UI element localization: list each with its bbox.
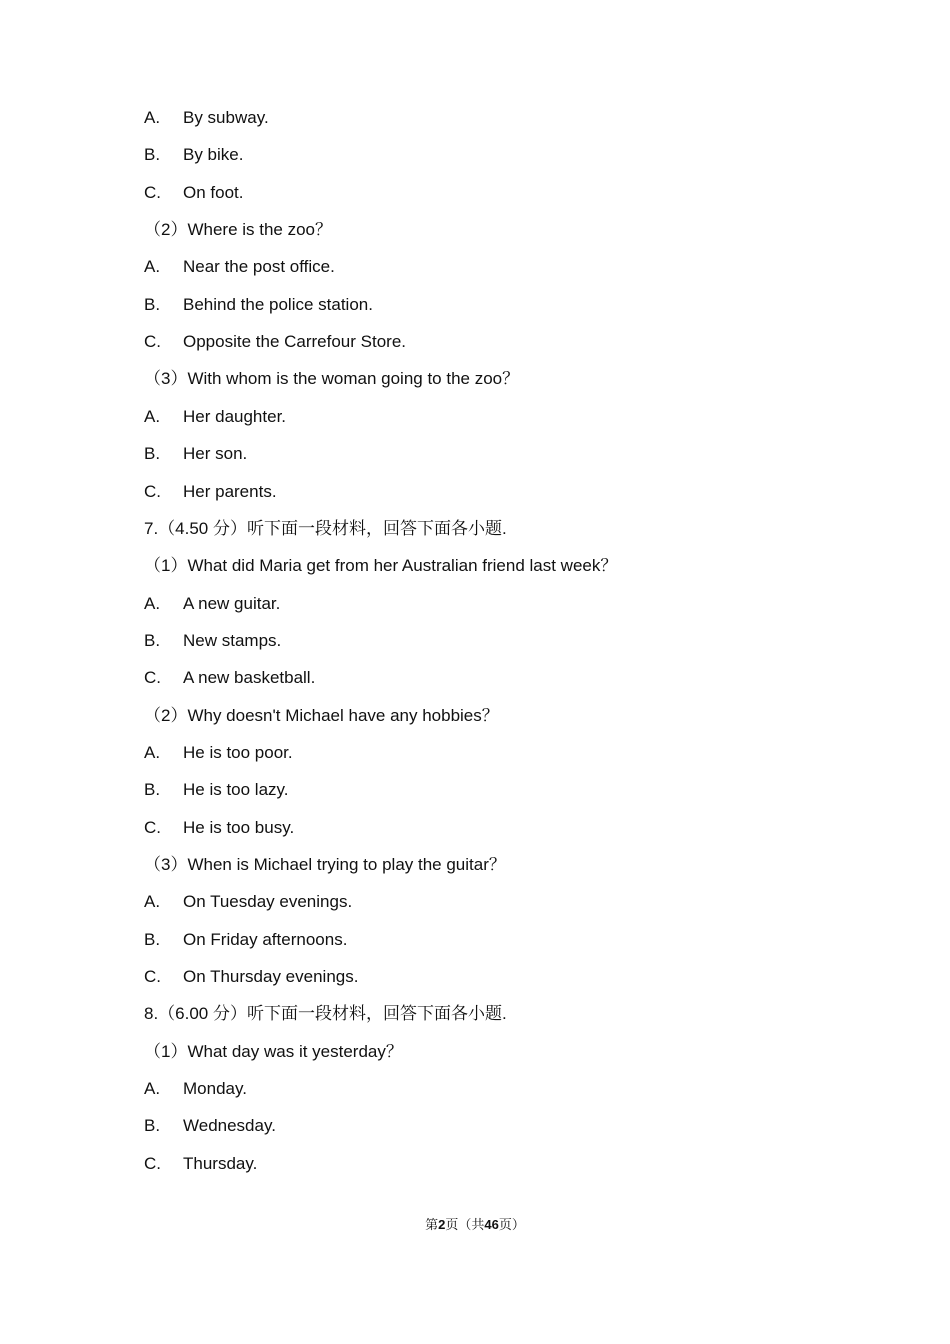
page-footer — [0, 1214, 950, 1233]
answer-option — [144, 255, 335, 279]
option-text: Opposite the Carrefour Store. — [183, 332, 407, 352]
option-text: Monday. — [183, 1079, 247, 1099]
answer-option — [144, 592, 280, 616]
answer-option — [144, 965, 358, 989]
answer-option — [144, 629, 281, 653]
answer-option — [144, 330, 406, 354]
option-text: On Tuesday evenings. — [183, 892, 353, 912]
option-letter: C. — [144, 332, 161, 352]
option-letter: B. — [144, 444, 161, 464]
option-text: He is too busy. — [183, 817, 295, 837]
option-text: On foot. — [183, 182, 244, 202]
footer-page-number: 2 — [438, 1217, 446, 1232]
answer-option — [144, 1114, 276, 1138]
answer-option — [144, 106, 269, 130]
option-text: Her son. — [183, 444, 248, 464]
option-letter: C. — [144, 481, 161, 501]
option-text: A new guitar. — [183, 593, 281, 613]
option-letter: C. — [144, 817, 161, 837]
question-text: （2）Why doesn't Michael have any hobbies？ — [144, 705, 499, 725]
option-letter: B. — [144, 630, 161, 650]
option-letter: B. — [144, 294, 161, 314]
option-letter: C. — [144, 967, 161, 987]
option-text: Her daughter. — [183, 406, 287, 426]
option-text: Thursday. — [183, 1153, 258, 1173]
option-text: Near the post office. — [183, 257, 335, 277]
option-letter: B. — [144, 1116, 161, 1136]
answer-option — [144, 181, 243, 205]
question-text: （3）When is Michael trying to play the guitar？ — [144, 855, 506, 874]
option-letter: A. — [144, 593, 161, 613]
option-letter: A. — [144, 742, 161, 762]
option-letter: A. — [144, 108, 161, 127]
option-letter: A. — [144, 406, 161, 426]
option-text: By bike. — [183, 145, 244, 165]
answer-option — [144, 293, 373, 317]
option-letter: C. — [144, 668, 161, 688]
answer-option — [144, 890, 352, 914]
answer-option — [144, 1152, 257, 1176]
option-text: Wednesday. — [183, 1116, 276, 1136]
option-text: On Friday afternoons. — [183, 929, 348, 949]
footer-suffix: 页） — [498, 1218, 525, 1233]
question-text: （3）With whom is the woman going to the zoo？ — [144, 369, 520, 389]
question-text: （1）What did Maria get from her Australian friend last week？ — [144, 556, 618, 576]
option-letter: B. — [144, 145, 161, 165]
option-letter: B. — [144, 929, 161, 949]
option-text: By subway. — [183, 108, 269, 127]
option-letter: C. — [144, 1153, 161, 1173]
option-text: Behind the police station. — [183, 294, 373, 314]
question-text: 8.（6.00 分）听下面一段材料，回答下面各小题. — [144, 1004, 507, 1024]
answer-option — [144, 480, 277, 504]
answer-option — [144, 928, 347, 952]
question-text: （1）What day was it yesterday？ — [144, 1041, 403, 1061]
answer-option — [144, 143, 243, 167]
footer-total-pages: 46 — [484, 1217, 499, 1232]
option-letter: B. — [144, 780, 161, 800]
question-text: （2）Where is the zoo？ — [144, 220, 333, 240]
option-letter: A. — [144, 257, 161, 277]
option-letter: A. — [144, 892, 161, 912]
answer-option — [144, 666, 315, 690]
answer-option — [144, 816, 294, 840]
answer-option — [144, 442, 247, 466]
option-letter: A. — [144, 1079, 161, 1099]
option-text: New stamps. — [183, 630, 282, 650]
footer-middle: 页（共 — [445, 1218, 485, 1233]
option-text: A new basketball. — [183, 668, 316, 688]
option-text: Her parents. — [183, 481, 277, 501]
option-letter: C. — [144, 182, 161, 202]
question-text: 7.（4.50 分）听下面一段材料，回答下面各小题. — [144, 518, 507, 538]
option-text: He is too lazy. — [183, 780, 289, 800]
option-text: On Thursday evenings. — [183, 967, 359, 987]
answer-option — [144, 1077, 247, 1101]
answer-option — [144, 405, 286, 429]
answer-option — [144, 741, 293, 765]
answer-option — [144, 778, 289, 802]
footer-prefix: 第 — [425, 1218, 439, 1233]
option-text: He is too poor. — [183, 742, 293, 762]
